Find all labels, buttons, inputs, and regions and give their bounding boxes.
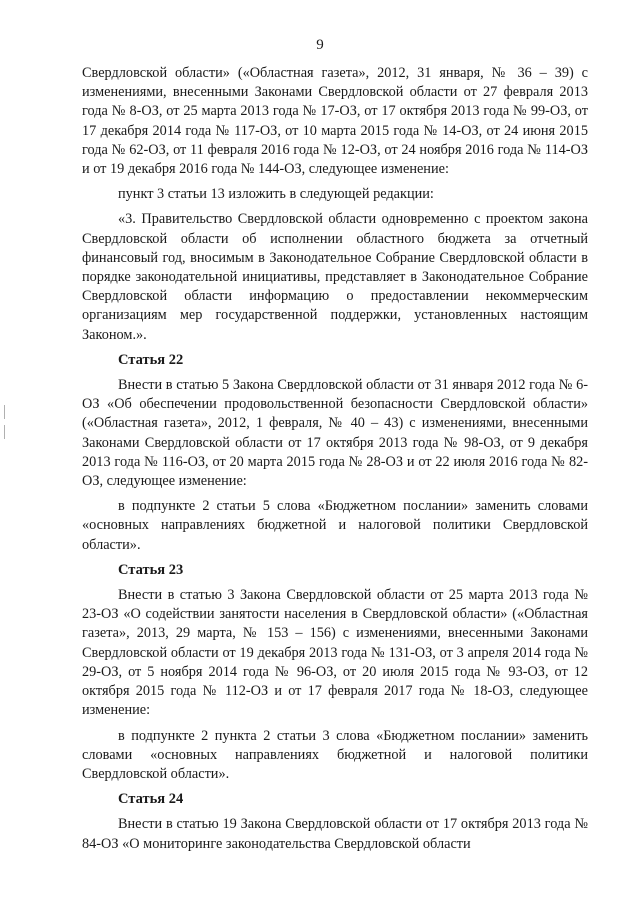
margin-mark	[4, 405, 5, 419]
article-heading-23: Статья 23	[118, 561, 184, 578]
paragraph-article-23-change: в подпункте 2 пункта 2 статьи 3 слова «Бюджетном послании» заменить словами «основных направлениях бюджетной и налоговой политики Свердловской области».	[82, 727, 588, 782]
paragraph-article-22-change: в подпункте 2 статьи 5 слова «Бюджетном послании» заменить словами «основных направлениях бюджетной и налоговой политики Свердловской области».	[82, 498, 588, 553]
article-heading-24: Статья 24	[118, 791, 184, 808]
margin-mark	[4, 425, 5, 439]
document-body	[82, 64, 588, 854]
paragraph-continuation: Свердловской области» («Областная газета», 2012, 31 января, № 36 – 39) с изменениями, внесенными Законами Свердловской области от 27 февраля 2013 года № 8-ОЗ, от 25 марта 2013 года № 17-ОЗ, от 17 октября 2013 года № 99-ОЗ, от 17 декабря 2014 года № 117-ОЗ, от 10 марта 2015 года № 14-ОЗ, от 24 июня 2015 года № 62-ОЗ, от 11 февраля 2016 года № 12-ОЗ, от 24 ноября 2016 года № 114-ОЗ и от 19 декабря 2016 года № 144-ОЗ, следующее изменение:	[82, 65, 588, 178]
article-heading-22: Статья 22	[118, 351, 184, 368]
paragraph-article-22-intro: Внести в статью 5 Закона Свердловской области от 31 января 2012 года № 6-ОЗ «Об обеспечении продовольственной безопасности Свердловской области» («Областная газета», 2012, 1 февраля, № 40 – 43) с изменениями, внесенными Законами Свердловской области от 17 октября 2013 года № 98-ОЗ, от 9 декабря 2013 года № 116-ОЗ, от 20 марта 2015 года № 28-ОЗ и от 22 июля 2016 года № 82-ОЗ, следующее изменение:	[82, 377, 588, 490]
paragraph-amendment-instruction: пункт 3 статьи 13 изложить в следующей редакции:	[118, 186, 434, 203]
paragraph-article-24-intro: Внести в статью 19 Закона Свердловской области от 17 октября 2013 года № 84-ОЗ «О мониторинге законодательства Свердловской области	[82, 816, 588, 852]
paragraph-quoted-text: «3. Правительство Свердловской области одновременно с проектом закона Свердловской области об исполнении областного бюджета за отчетный финансовый год, вносимым в Законодательное Собрание Свердловской области в порядке законодательной инициативы, представляет в Законодательное Собрание Свердловской области информацию о предоставлении некоммерческим организациям мер государственной поддержки, установленных настоящим Законом.».	[82, 211, 588, 343]
page-number: 9	[316, 37, 324, 53]
paragraph-article-23-intro: Внести в статью 3 Закона Свердловской области от 25 марта 2013 года № 23-ОЗ «О содействии занятости населения в Свердловской области» («Областная газета», 2013, 29 марта, № 153 – 156) с изменениями, внесенными Законами Свердловской области от 19 декабря 2013 года № 131-ОЗ, от 3 апреля 2014 года № 29-ОЗ, от 5 ноября 2014 года № 96-ОЗ, от 20 июля 2015 года № 93-ОЗ, от 12 октября 2015 года № 112-ОЗ и от 17 февраля 2017 года № 18-ОЗ, следующее изменение:	[82, 587, 588, 719]
